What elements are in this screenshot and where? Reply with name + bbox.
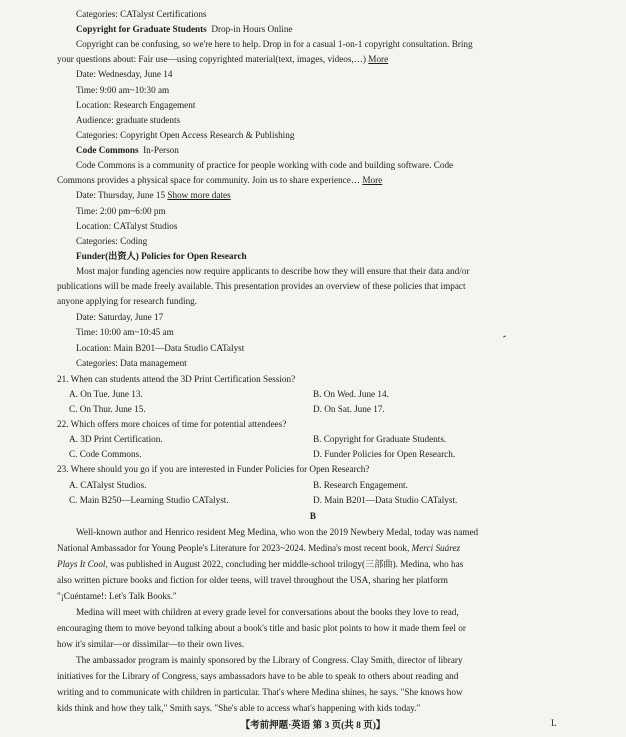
option-d: D. On Sat. June 17. [313,404,385,414]
more-link[interactable]: More [362,175,383,185]
more-link[interactable]: More [368,54,389,64]
section-heading: B [309,511,317,521]
question-stem: 22. Which offers more choices of time for potential attendees? [57,419,287,429]
book-title: Merci Suárez [411,543,461,553]
event-time: Time: 9:00 am~10:30 am [76,85,170,95]
event-description: Code Commons is a community of practice for people working with code and building software. Code [76,160,454,170]
passage-line: kids think and how they talk," Smith says. "She's able to access what's happening with kids today." [57,703,421,713]
event-date: Date: Wednesday, June 14 [76,69,173,79]
option-c: C. Code Commons. [69,449,142,459]
event-title: Funder(出资人) Policies for Open Research [76,251,247,261]
page-footer: 【考前押题·英语 第 3 页(共 8 页)】 [240,721,386,731]
passage-line: National Ambassador for Young People's Literature for 2023~2024. Medina's most recent book, Merci Suárez [57,543,461,553]
event-date: Date: Saturday, June 17 [76,312,164,322]
event-categories: Categories: Copyright Open Access Research & Publishing [76,130,295,140]
passage-line: "¡Cuéntame!: Let's Talk Books." [57,591,177,601]
event-audience: Audience: graduate students [76,115,181,125]
show-more-dates-link[interactable]: Show more dates [167,190,231,200]
option-a: A. CATalyst Studios. [69,480,147,490]
option-d: D. Funder Policies for Open Research. [313,449,456,459]
corner-mark: L [551,718,557,728]
passage-line: Plays It Cool, was published in August 2022, concluding her middle-school trilogy(三部曲). Medina, who has [57,559,464,569]
event-date: Date: Thursday, June 15 Show more dates [76,190,231,200]
option-b: B. Copyright for Graduate Students. [313,434,447,444]
event-location: Location: Main B201—Data Studio CATalyst [76,343,245,353]
event-location: Location: CATalyst Studios [76,221,178,231]
passage-line: Medina will meet with children at every grade level for conversations about the books they love to read, [76,607,459,617]
option-a: A. On Tue. June 13. [69,389,143,399]
passage-line: also written picture books and fiction for older teens, will travel throughout the USA, sharing her platform [57,575,448,585]
event-title: Copyright for Graduate Students [76,24,207,34]
book-title: Plays It Cool [57,559,106,569]
event-copyright-heading [76,24,293,35]
event-title: Code Commons [76,145,139,155]
passage-line: encouraging them to move beyond talking about a book's title and basic plot points to how it made them feel or [57,623,466,633]
passage-line: The ambassador program is mainly sponsored by the Library of Congress. Clay Smith, director of library [76,655,463,665]
event-code-heading [76,145,179,156]
event-description: publications will be made freely available. This presentation provides an overview of these policies that impact [57,281,466,291]
passage-line: how it's similar—or dissimilar—to their own lives. [57,639,245,649]
event-time: Time: 10:00 am~10:45 am [76,327,174,337]
option-b: B. Research Engagement. [313,480,408,490]
event-description: Commons provides a physical space for community. Join us to share experience… More [57,175,383,185]
event-description: your questions about: Fair use—using copyrighted material(text, images, videos,…) More [57,54,389,64]
stray-mark [503,335,506,337]
event-format: Drop-in Hours Online [211,24,293,34]
event-format: In-Person [143,145,179,155]
event-categories: Categories: Coding [76,236,148,246]
passage-line: writing and to communicate with children in particular. That's where Medina shines, he says. "She knows how [57,687,463,697]
question-stem: 21. When can students attend the 3D Print Certification Session? [57,374,296,384]
event-description: Copyright can be confusing, so we're here to help. Drop in for a casual 1-on-1 copyright consultation. Bring [76,39,473,49]
event-description: Most major funding agencies now require applicants to describe how they will ensure that their data and/or [76,266,470,276]
passage-line: initiatives for the Library of Congress, says ambassadors have to be able to speak to others about reading and [57,671,459,681]
passage-line: Well-known author and Henrico resident Meg Medina, who won the 2019 Newbery Medal, today was named [76,527,479,537]
event-categories: Categories: Data management [76,358,187,368]
prev-categories: Categories: CATalyst Certifications [76,9,207,19]
event-location: Location: Research Engagement [76,100,196,110]
option-c: C. On Thur. June 15. [69,404,146,414]
event-time: Time: 2:00 pm~6:00 pm [76,206,166,216]
question-stem: 23. Where should you go if you are interested in Funder Policies for Open Research? [57,464,370,474]
option-a: A. 3D Print Certification. [69,434,163,444]
option-d: D. Main B201—Data Studio CATalyst. [313,495,458,505]
option-c: C. Main B250—Learning Studio CATalyst. [69,495,229,505]
option-b: B. On Wed. June 14. [313,389,389,399]
event-description: anyone applying for research funding. [57,296,198,306]
